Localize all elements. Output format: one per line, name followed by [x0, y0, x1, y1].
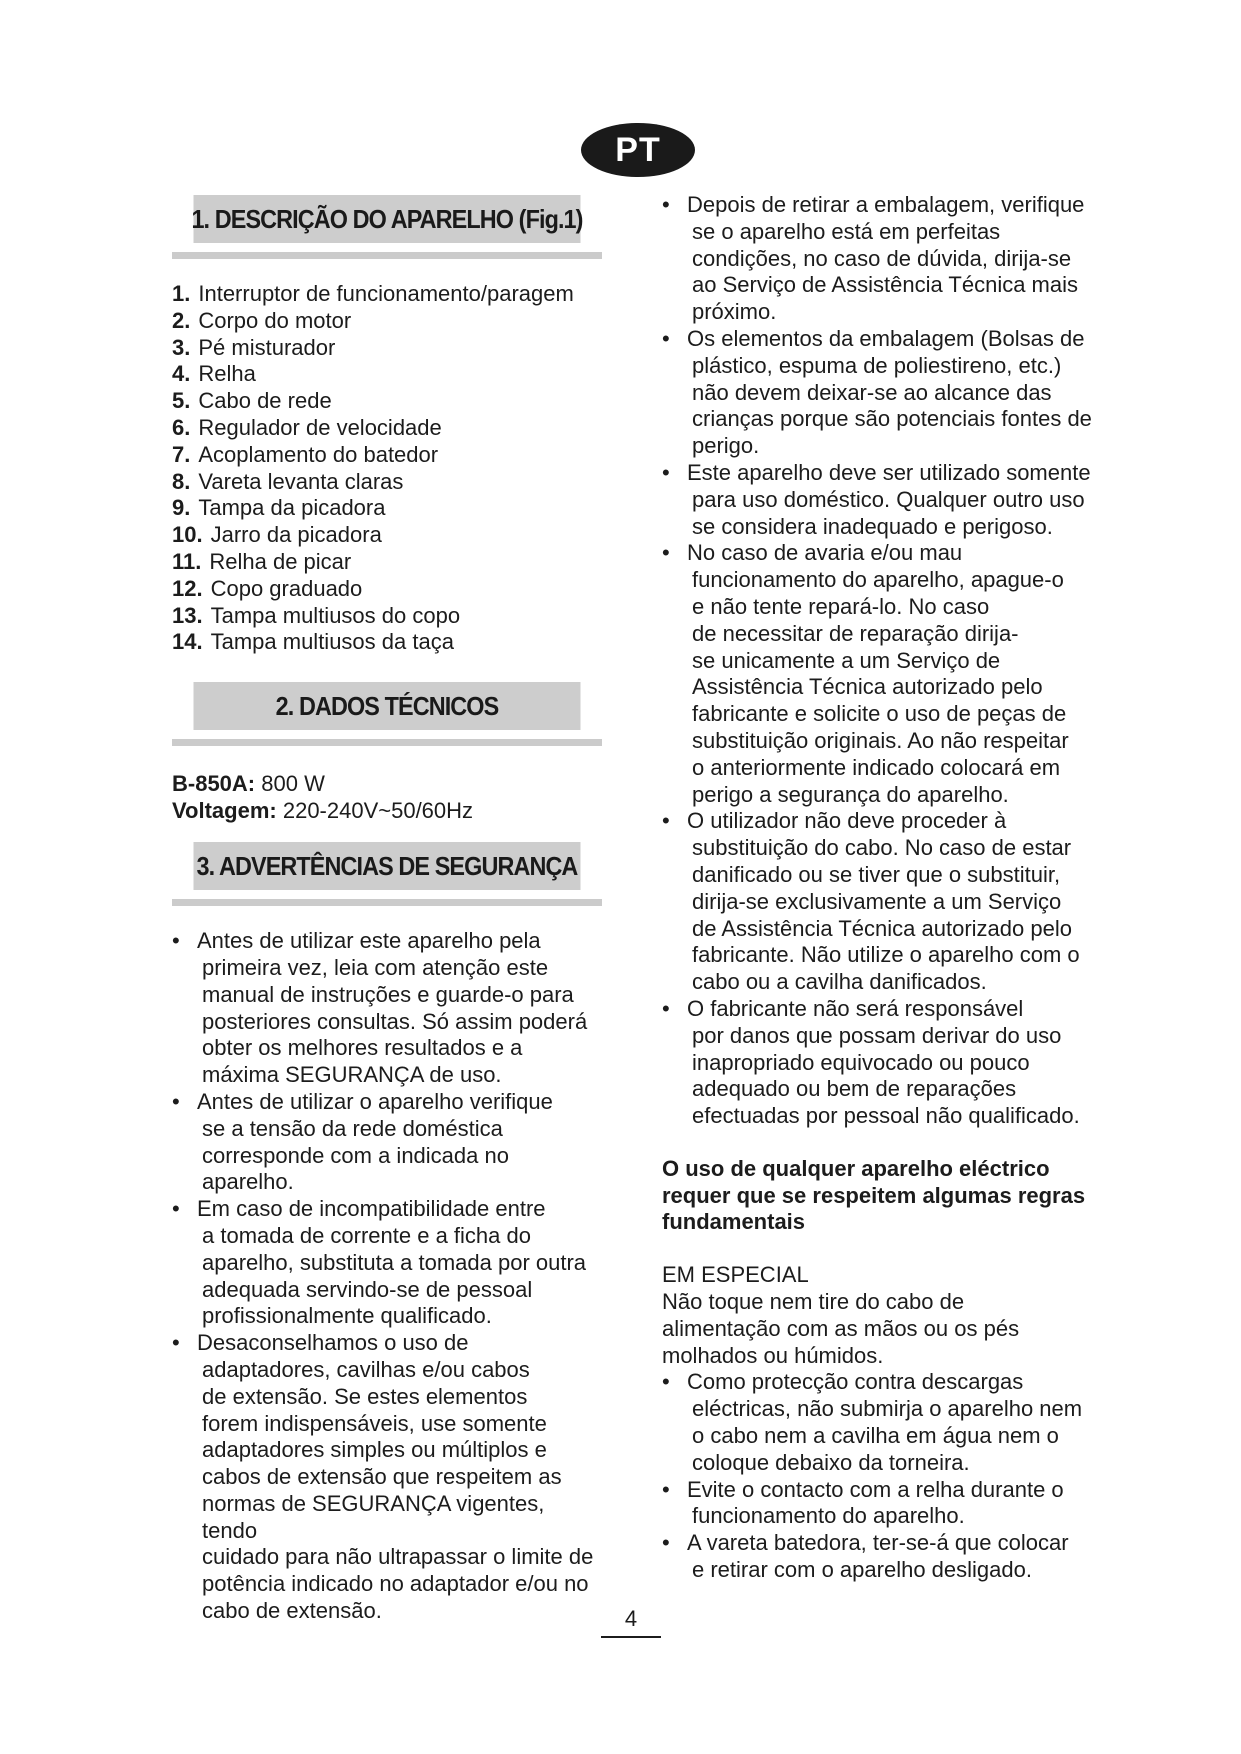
- list-item: • Evite o contacto com a relha durante o funcionamento do aparelho.: [662, 1477, 1092, 1531]
- technical-data: [172, 770, 602, 824]
- list-item: • Antes de utilizar o aparelho verifique se a tensão da rede doméstica corresponde com a indicada no aparelho.: [172, 1089, 602, 1196]
- list-item: 4. Relha: [172, 361, 256, 387]
- em-especial-block: EM ESPECIAL Não toque nem tire do cabo de alimentação com as mãos ou os pés molhados ou húmidos.: [662, 1262, 1092, 1369]
- list-item: 5. Cabo de rede: [172, 388, 332, 414]
- left-column: [172, 195, 602, 1625]
- list-item: • Em caso de incompatibilidade entre a tomada de corrente e a ficha do aparelho, substituta a tomada por outra adequada servindo-se de pessoal profissionalmente qualificado.: [172, 1196, 602, 1330]
- safety-warnings-list: [172, 928, 602, 1625]
- safety-warnings-list-continued: [662, 192, 1092, 1130]
- section-3-rule: [172, 899, 602, 906]
- voltage-spec: Voltagem: 220-240V~50/60Hz: [172, 798, 474, 824]
- model-spec: B-850A: 800 W: [172, 771, 325, 797]
- right-column: [662, 192, 1092, 1584]
- list-item: 2. Corpo do motor: [172, 307, 352, 333]
- list-item: 9. Tampa da picadora: [172, 495, 386, 521]
- list-item: • A vareta batedora, ter-se-á que colocar e retirar com o aparelho desligado.: [662, 1530, 1092, 1584]
- list-item: 14. Tampa multiusos da taça: [172, 629, 454, 655]
- em-especial-label: EM ESPECIAL: [662, 1262, 809, 1288]
- list-item: 3. Pé misturador: [172, 334, 336, 360]
- list-item: • Os elementos da embalagem (Bolsas de plástico, espuma de poliestireno, etc.) não devem deixar-se ao alcance das crianças porque são potenciais fontes de perigo.: [662, 326, 1092, 460]
- section-1-heading: 1. DESCRIÇÃO DO APARELHO (Fig.1): [194, 195, 581, 243]
- rules-intro: O uso de qualquer aparelho eléctrico requer que se respeitem algumas regras fundamentais: [662, 1155, 1086, 1235]
- list-item: 1. Interruptor de funcionamento/paragem: [172, 281, 574, 306]
- section-2-heading: 2. DADOS TÉCNICOS: [194, 682, 581, 730]
- list-item: 10. Jarro da picadora: [172, 522, 382, 548]
- list-item: 11. Relha de picar: [172, 548, 352, 574]
- language-badge: PT: [581, 123, 695, 177]
- page-number: 4: [601, 1606, 661, 1638]
- parts-list: [172, 281, 602, 656]
- list-item: 6. Regulador de velocidade: [172, 414, 442, 440]
- list-item: • Este aparelho deve ser utilizado somente para uso doméstico. Qualquer outro uso se considera inadequado e perigoso.: [662, 460, 1092, 540]
- special-rules-list: [662, 1369, 1092, 1583]
- list-item: • Antes de utilizar este aparelho pela primeira vez, leia com atenção este manual de instruções e guarde-o para posteriores consultas. Só assim poderá obter os melhores resultados e a máxima SEGURANÇA de uso.: [172, 928, 602, 1089]
- list-item: 7. Acoplamento do batedor: [172, 441, 439, 467]
- list-item: • O utilizador não deve proceder à substituição do cabo. No caso de estar danificado ou se tiver que o substituir, dirija-se exclusivamente a um Serviço de Assistência Técnica autorizado pelo fabricante. Não utilize o aparelho com o cabo ou a cavilha danificados.: [662, 808, 1092, 996]
- section-2-rule: [172, 739, 602, 746]
- list-item: • O fabricante não será responsável por danos que possam derivar do uso inapropriado equivocado ou pouco adequado ou bem de reparações efectuadas por pessoal não qualificado.: [662, 996, 1092, 1130]
- list-item: • Desaconselhamos o uso de adaptadores, cavilhas e/ou cabos de extensão. Se estes elementos forem indispensáveis, use somente adaptadores simples ou múltiplos e cabos de extensão que respeitem as normas de SEGURANÇA vigentes, tendo cuidado para não ultrapassar o limite de potência indicado no adaptador e/ou no cabo de extensão.: [172, 1330, 602, 1625]
- list-item: 13. Tampa multiusos do copo: [172, 602, 461, 628]
- section-3-heading: 3. ADVERTÊNCIAS DE SEGURANÇA: [194, 842, 581, 890]
- list-item: 12. Copo graduado: [172, 575, 363, 601]
- section-1-rule: [172, 252, 602, 259]
- list-item: 8. Vareta levanta claras: [172, 468, 404, 494]
- list-item: • Depois de retirar a embalagem, verifique se o aparelho está em perfeitas condições, no caso de dúvida, dirija-se ao Serviço de Assistência Técnica mais próximo.: [662, 192, 1092, 326]
- list-item: • No caso de avaria e/ou mau funcionamento do aparelho, apague-o e não tente repará-lo. No caso de necessitar de reparação dirija- se unicamente a um Serviço de Assistência Técnica autorizado pelo fabricante e solicite o uso de peças de substituição originais. Ao não respeitar o anteriormente indicado colocará em perigo a segurança do aparelho.: [662, 540, 1092, 808]
- list-item: • Como protecção contra descargas eléctricas, não submirja o aparelho nem o cabo nem a cavilha em água nem o coloque debaixo da torneira.: [662, 1369, 1092, 1476]
